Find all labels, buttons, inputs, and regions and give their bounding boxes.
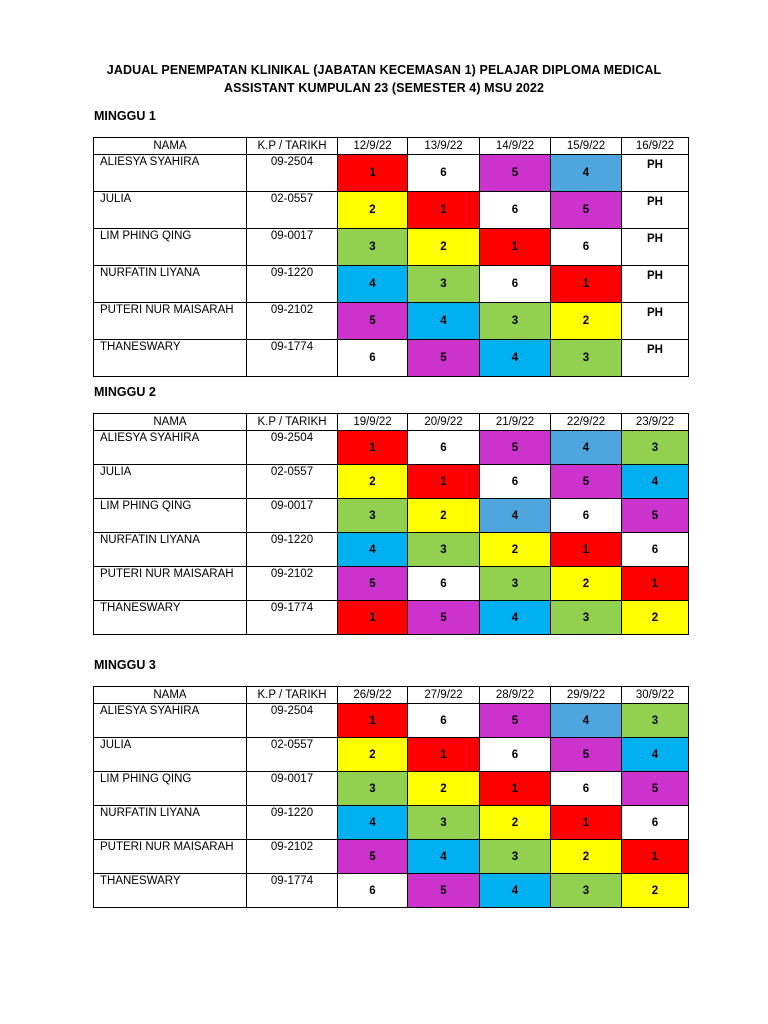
header-date: 19/9/22	[338, 414, 408, 431]
header-date: 27/9/22	[408, 687, 480, 704]
student-name: THANESWARY	[94, 874, 247, 908]
placement-cell: 5	[480, 704, 551, 738]
placement-cell: 1	[338, 155, 408, 192]
placement-cell: 3	[480, 567, 551, 601]
header-kp: K.P / TARIKH	[247, 414, 338, 431]
placement-cell: 3	[480, 840, 551, 874]
placement-cell: 4	[408, 840, 480, 874]
placement-cell: 4	[480, 601, 551, 635]
placement-cell: 6	[622, 806, 689, 840]
table-row	[94, 533, 689, 567]
placement-cell: 2	[480, 533, 551, 567]
placement-cell: 2	[622, 601, 689, 635]
header-date: 21/9/22	[480, 414, 551, 431]
placement-cell: 6	[551, 499, 622, 533]
placement-cell: 6	[408, 704, 480, 738]
header-date: 20/9/22	[408, 414, 480, 431]
placement-cell: 6	[480, 465, 551, 499]
placement-cell: 5	[408, 340, 480, 377]
table-row	[94, 601, 689, 635]
placement-cell: 6	[408, 567, 480, 601]
student-kp: 09-1220	[247, 806, 338, 840]
header-date: 26/9/22	[338, 687, 408, 704]
placement-cell: 6	[480, 192, 551, 229]
table-header-row	[94, 687, 689, 704]
table-row	[94, 229, 689, 266]
header-date: 22/9/22	[551, 414, 622, 431]
student-name: ALIESYA SYAHIRA	[94, 155, 247, 192]
student-name: LIM PHING QING	[94, 499, 247, 533]
placement-cell: PH	[622, 155, 689, 192]
placement-cell: 3	[622, 431, 689, 465]
placement-cell: 3	[551, 874, 622, 908]
placement-cell: 5	[338, 567, 408, 601]
placement-cell: 5	[480, 431, 551, 465]
student-kp: 02-0557	[247, 465, 338, 499]
header-date: 14/9/22	[480, 138, 551, 155]
table-row	[94, 266, 689, 303]
week-1-label: MINGGU 1	[94, 109, 156, 123]
placement-cell: 5	[622, 772, 689, 806]
placement-cell: 5	[408, 874, 480, 908]
placement-cell: 5	[338, 303, 408, 340]
placement-cell: 4	[551, 704, 622, 738]
table-row	[94, 155, 689, 192]
student-kp: 09-2504	[247, 155, 338, 192]
placement-cell: 4	[551, 155, 622, 192]
header-nama: NAMA	[94, 687, 247, 704]
student-kp: 09-1220	[247, 533, 338, 567]
student-kp: 09-2504	[247, 704, 338, 738]
placement-cell: 1	[338, 431, 408, 465]
placement-cell: 1	[408, 738, 480, 772]
placement-cell: 1	[408, 465, 480, 499]
placement-cell: 1	[622, 840, 689, 874]
placement-cell: 5	[338, 840, 408, 874]
document-title	[0, 61, 768, 97]
placement-cell: 4	[622, 738, 689, 772]
placement-cell: 2	[408, 499, 480, 533]
student-kp: 09-2504	[247, 431, 338, 465]
student-kp: 09-1220	[247, 266, 338, 303]
placement-cell: 1	[408, 192, 480, 229]
header-nama: NAMA	[94, 414, 247, 431]
placement-cell: PH	[622, 266, 689, 303]
student-name: PUTERI NUR MAISARAH	[94, 303, 247, 340]
placement-cell: 3	[408, 533, 480, 567]
table-row	[94, 192, 689, 229]
week-1-table	[93, 137, 689, 377]
week-2-table	[93, 413, 689, 635]
header-date: 16/9/22	[622, 138, 689, 155]
placement-cell: 1	[551, 533, 622, 567]
student-name: LIM PHING QING	[94, 772, 247, 806]
placement-cell: 3	[338, 229, 408, 266]
placement-cell: PH	[622, 192, 689, 229]
table-row	[94, 704, 689, 738]
placement-cell: 4	[480, 340, 551, 377]
student-name: THANESWARY	[94, 340, 247, 377]
placement-cell: 5	[622, 499, 689, 533]
header-date: 29/9/22	[551, 687, 622, 704]
student-name: NURFATIN LIYANA	[94, 533, 247, 567]
placement-cell: 2	[408, 772, 480, 806]
table-row	[94, 840, 689, 874]
placement-cell: 1	[338, 601, 408, 635]
table-row	[94, 567, 689, 601]
student-kp: 09-0017	[247, 772, 338, 806]
placement-cell: 6	[551, 772, 622, 806]
student-kp: 09-2102	[247, 840, 338, 874]
title-line-1: JADUAL PENEMPATAN KLINIKAL (JABATAN KECEMASAN 1) PELAJAR DIPLOMA MEDICAL	[106, 63, 662, 77]
header-date: 30/9/22	[622, 687, 689, 704]
table-header-row	[94, 414, 689, 431]
placement-cell: 5	[408, 601, 480, 635]
placement-cell: 3	[338, 499, 408, 533]
placement-cell: 3	[408, 806, 480, 840]
table-row	[94, 465, 689, 499]
student-kp: 09-0017	[247, 499, 338, 533]
table-row	[94, 874, 689, 908]
placement-cell: PH	[622, 303, 689, 340]
placement-cell: 6	[622, 533, 689, 567]
header-date: 15/9/22	[551, 138, 622, 155]
placement-cell: 2	[338, 192, 408, 229]
placement-cell: 3	[551, 601, 622, 635]
student-name: JULIA	[94, 192, 247, 229]
placement-cell: 6	[338, 874, 408, 908]
placement-cell: 4	[338, 266, 408, 303]
placement-cell: PH	[622, 229, 689, 266]
student-name: ALIESYA SYAHIRA	[94, 431, 247, 465]
student-name: PUTERI NUR MAISARAH	[94, 840, 247, 874]
placement-cell: 3	[551, 340, 622, 377]
placement-cell: 2	[338, 738, 408, 772]
placement-cell: 6	[480, 738, 551, 772]
placement-cell: 1	[480, 772, 551, 806]
placement-cell: 6	[338, 340, 408, 377]
student-name: JULIA	[94, 738, 247, 772]
student-kp: 02-0557	[247, 738, 338, 772]
student-name: NURFATIN LIYANA	[94, 266, 247, 303]
table-row	[94, 499, 689, 533]
header-kp: K.P / TARIKH	[247, 687, 338, 704]
student-name: PUTERI NUR MAISARAH	[94, 567, 247, 601]
header-date: 12/9/22	[338, 138, 408, 155]
student-name: ALIESYA SYAHIRA	[94, 704, 247, 738]
placement-cell: 3	[622, 704, 689, 738]
student-kp: 09-1774	[247, 601, 338, 635]
placement-cell: 2	[551, 303, 622, 340]
student-name: LIM PHING QING	[94, 229, 247, 266]
placement-cell: 3	[408, 266, 480, 303]
placement-cell: 6	[551, 229, 622, 266]
student-kp: 02-0557	[247, 192, 338, 229]
placement-cell: PH	[622, 340, 689, 377]
week-3-table	[93, 686, 689, 908]
table-row	[94, 738, 689, 772]
placement-cell: 4	[622, 465, 689, 499]
student-name: THANESWARY	[94, 601, 247, 635]
student-kp: 09-1774	[247, 340, 338, 377]
student-kp: 09-2102	[247, 567, 338, 601]
placement-cell: 1	[551, 266, 622, 303]
placement-cell: 4	[551, 431, 622, 465]
placement-cell: 6	[480, 266, 551, 303]
placement-cell: 1	[480, 229, 551, 266]
placement-cell: 2	[408, 229, 480, 266]
placement-cell: 5	[551, 192, 622, 229]
table-row	[94, 340, 689, 377]
placement-cell: 2	[551, 840, 622, 874]
placement-cell: 3	[480, 303, 551, 340]
placement-cell: 1	[338, 704, 408, 738]
placement-cell: 4	[338, 533, 408, 567]
table-row	[94, 772, 689, 806]
placement-cell: 4	[338, 806, 408, 840]
header-kp: K.P / TARIKH	[247, 138, 338, 155]
placement-cell: 5	[551, 465, 622, 499]
placement-cell: 6	[408, 431, 480, 465]
placement-cell: 1	[622, 567, 689, 601]
table-row	[94, 806, 689, 840]
placement-cell: 4	[480, 874, 551, 908]
placement-cell: 4	[408, 303, 480, 340]
table-row	[94, 431, 689, 465]
student-name: JULIA	[94, 465, 247, 499]
title-line-2: ASSISTANT KUMPULAN 23 (SEMESTER 4) MSU 2022	[223, 81, 545, 95]
placement-cell: 4	[480, 499, 551, 533]
header-date: 13/9/22	[408, 138, 480, 155]
placement-cell: 5	[551, 738, 622, 772]
week-3-label: MINGGU 3	[94, 658, 156, 672]
week-2-label: MINGGU 2	[94, 385, 156, 399]
student-kp: 09-2102	[247, 303, 338, 340]
student-kp: 09-1774	[247, 874, 338, 908]
placement-cell: 5	[480, 155, 551, 192]
student-kp: 09-0017	[247, 229, 338, 266]
table-row	[94, 303, 689, 340]
header-nama: NAMA	[94, 138, 247, 155]
placement-cell: 2	[480, 806, 551, 840]
placement-cell: 3	[338, 772, 408, 806]
header-date: 23/9/22	[622, 414, 689, 431]
placement-cell: 1	[551, 806, 622, 840]
placement-cell: 6	[408, 155, 480, 192]
placement-cell: 2	[338, 465, 408, 499]
header-date: 28/9/22	[480, 687, 551, 704]
placement-cell: 2	[551, 567, 622, 601]
placement-cell: 2	[622, 874, 689, 908]
table-header-row	[94, 138, 689, 155]
student-name: NURFATIN LIYANA	[94, 806, 247, 840]
